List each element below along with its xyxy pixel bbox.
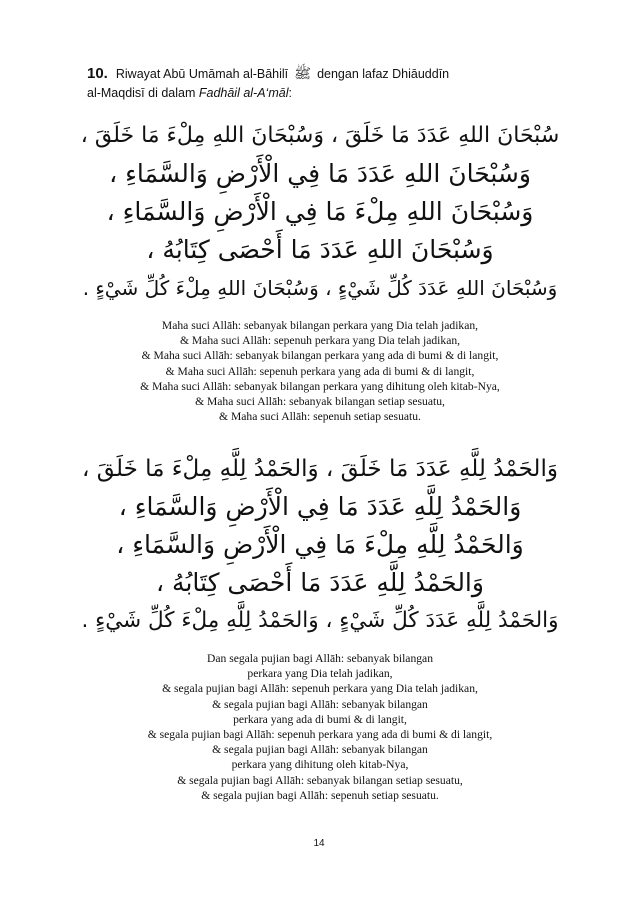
book-title: Fadhāil al-A‘māl — [198, 86, 289, 100]
heading-narration: Riwayat Abū Umāmah al-Bāhilī — [115, 67, 289, 81]
tasbih-arabic-block — [80, 117, 560, 307]
tahmid-arabic-line: وَالحَمْدُ لِلَّهِ عَدَدَ مَا أَحْصَى كِتَابُهُ ، — [156, 568, 484, 597]
tasbih-translation-line: & Maha suci Allāh: sebanyak bilangan perkara yang ada di bumi & di langit, — [141, 349, 499, 363]
tahmid-arabic-line: وَالحَمْدُ لِلَّهِ عَدَدَ مَا خَلَقَ ، وَالحَمْدُ لِلَّهِ مِلْءَ مَا خَلَقَ ، — [82, 456, 558, 482]
tahmid-translation-line: perkara yang Dia telah jadikan, — [247, 667, 393, 681]
honorific-symbol: ﷺ — [294, 66, 312, 82]
heading-line-1 — [87, 64, 557, 84]
tasbih-translation-line: & Maha suci Allāh: sepenuh setiap sesuatu. — [219, 410, 421, 424]
page-number: 14 — [313, 838, 325, 849]
tasbih-translation-line: & Maha suci Allāh: sepenuh perkara yang ada di bumi & di langit, — [165, 364, 475, 378]
tahmid-translation-line: & segala pujian bagi Allāh: sebanyak bilangan — [212, 697, 428, 711]
tasbih-arabic-line: وَسُبْحَانَ اللهِ عَدَدَ مَا أَحْصَى كِتَابُهُ ، — [146, 235, 494, 264]
heading-source-suffix: : — [288, 86, 292, 100]
tahmid-arabic-line: وَالحَمْدُ لِلَّهِ عَدَدَ كُلِّ شَيْءٍ ، وَالحَمْدُ لِلَّهِ مِلْءَ كُلِّ شَيْءٍ . — [81, 608, 559, 633]
tahmid-translation-line: & segala pujian bagi Allāh: sebanyak bilangan — [212, 743, 428, 757]
tahmid-translation-line: Dan segala pujian bagi Allāh: sebanyak bilangan — [206, 652, 433, 665]
tasbih-translation-line: & Maha suci Allāh: sebanyak bilangan perkara yang dihitung oleh kitab-Nya, — [140, 379, 500, 393]
tasbih-arabic-line: سُبْحَانَ اللهِ عَدَدَ مَا خَلَقَ ، وَسُبْحَانَ اللهِ مِلْءَ مَا خَلَقَ ، — [80, 123, 560, 148]
tasbih-arabic-line: وَسُبْحَانَ اللهِ مِلْءَ مَا فِي الْأَرْضِ وَالسَّمَاءِ ، — [106, 197, 534, 226]
tasbih-translation-line: & Maha suci Allāh: sebanyak bilangan setiap sesuatu, — [195, 395, 445, 409]
tasbih-translation-line: & Maha suci Allāh: sepenuh perkara yang Dia telah jadikan, — [179, 334, 461, 348]
tasbih-arabic-line: وَسُبْحَانَ اللهِ عَدَدَ مَا فِي الْأَرْضِ وَالسَّمَاءِ ، — [109, 159, 531, 188]
section-number: 10. — [87, 65, 108, 82]
tasbih-arabic-line: وَسُبْحَانَ اللهِ عَدَدَ كُلِّ شَيْءٍ ، وَسُبْحَانَ اللهِ مِلْءَ كُلِّ شَيْءٍ . — [82, 276, 558, 300]
section-heading — [87, 64, 557, 103]
heading-line-2 — [87, 84, 557, 103]
tahmid-arabic-line: وَالحَمْدُ لِلَّهِ مِلْءَ مَا فِي الْأَرْضِ وَالسَّمَاءِ ، — [116, 530, 524, 559]
tahmid-arabic-line: وَالحَمْدُ لِلَّهِ عَدَدَ مَا فِي الْأَرْضِ وَالسَّمَاءِ ، — [118, 492, 522, 521]
tahmid-translation-line: & segala pujian bagi Allāh: sepenuh perkara yang Dia telah jadikan, — [162, 682, 478, 696]
heading-wording: dengan lafaz Dhiāuddīn — [317, 67, 450, 81]
tasbih-translation-block — [80, 318, 560, 424]
tahmid-arabic-block — [80, 450, 560, 640]
tahmid-translation-line: perkara yang ada di bumi & di langit, — [233, 712, 407, 726]
tahmid-translation-line: & segala pujian bagi Allāh: sebanyak bilangan setiap sesuatu, — [177, 773, 463, 787]
tahmid-translation-block — [80, 651, 560, 803]
tasbih-translation-line: Maha suci Allāh: sebanyak bilangan perkara yang Dia telah jadikan, — [161, 319, 479, 332]
tahmid-translation-line: & segala pujian bagi Allāh: sepenuh perkara yang ada di bumi & di langit, — [147, 728, 493, 742]
tahmid-translation-line: perkara yang dihitung oleh kitab-Nya, — [231, 758, 409, 772]
heading-source-prefix: al-Maqdisī di dalam — [87, 86, 199, 100]
tahmid-translation-line: & segala pujian bagi Allāh: sepenuh setiap sesuatu. — [201, 788, 439, 802]
